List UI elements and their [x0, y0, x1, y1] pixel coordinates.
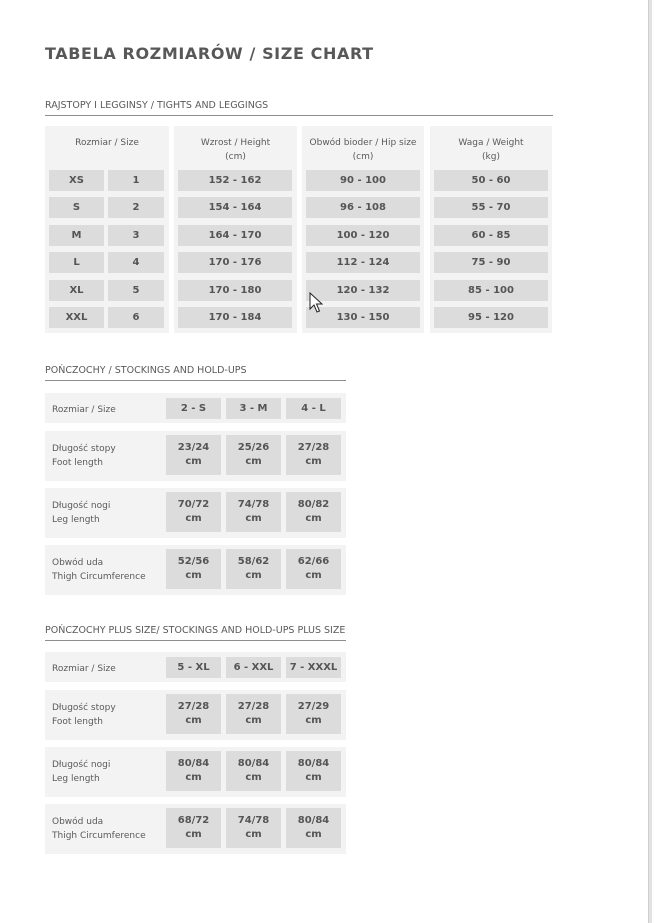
plus-value-cell: [166, 808, 221, 848]
stockings-row-label: [52, 403, 116, 417]
tights-cell-hip: 112 - 124: [306, 252, 420, 273]
stockings-row-label-line: Leg length: [52, 515, 100, 525]
stockings-value-line: cm: [305, 513, 322, 524]
plus-value-cell: [166, 751, 221, 791]
tights-cell-hip: 120 - 132: [306, 280, 420, 301]
stockings-value-line: 25/26: [237, 442, 270, 453]
plus-row-label-line: Foot length: [52, 717, 103, 727]
stockings-value-line: cm: [185, 570, 202, 581]
plus-row-label-line: Rozmiar / Size: [52, 664, 116, 674]
stockings-row-label-line: Obwód uda: [52, 558, 104, 568]
tights-cell-weight: 85 - 100: [434, 280, 548, 301]
stockings-section-heading: POŃCZOCHY / STOCKINGS AND HOLD-UPS: [45, 365, 346, 381]
plus-value-line: cm: [245, 772, 262, 783]
stockings-value-cell: [286, 398, 341, 419]
plus-value-line: 27/29: [297, 701, 330, 712]
plus-value-line: cm: [305, 772, 322, 783]
header-height: [174, 136, 297, 164]
tights-cell-size: L: [49, 252, 104, 273]
header-weight-line: Waga / Weight: [458, 138, 524, 148]
tights-cell-weight: 50 - 60: [434, 170, 548, 191]
tights-cell-hip: 130 - 150: [306, 307, 420, 328]
stockings-value-line: cm: [305, 570, 322, 581]
stockings-value-cell: [166, 549, 221, 589]
header-size: Rozmiar / Size: [75, 138, 139, 148]
stockings-value-line: cm: [185, 513, 202, 524]
stockings-value-line: 74/78: [237, 499, 270, 510]
plus-value-line: 80/84: [237, 758, 270, 769]
tights-cell-num: 2: [108, 197, 164, 218]
tights-cell-num: 3: [108, 225, 164, 246]
tights-cell-height: 152 - 162: [178, 170, 292, 191]
stockings-value-cell: [286, 435, 341, 475]
header-hip-line: (cm): [352, 152, 374, 162]
stockings-value-cell: [166, 435, 221, 475]
stockings-row-label: [52, 499, 110, 527]
stockings-value-line: 2 - S: [180, 402, 207, 414]
plus-value-line: cm: [245, 829, 262, 840]
plus-value-line: 6 - XXL: [233, 661, 274, 673]
tights-cell-num: 6: [108, 307, 164, 328]
header-weight: [430, 136, 552, 164]
stockings-value-line: cm: [305, 456, 322, 467]
stockings-value-line: cm: [245, 456, 262, 467]
stockings-row-label-line: Rozmiar / Size: [52, 405, 116, 415]
plus-value-cell: [226, 657, 281, 678]
plus-row-label-line: Thigh Circumference: [52, 831, 146, 841]
plus-value-line: cm: [305, 829, 322, 840]
plus-value-line: 7 - XXXL: [289, 661, 338, 673]
tights-section-heading: RAJSTOPY I LEGGINSY / TIGHTS AND LEGGINGS: [45, 100, 553, 116]
stockings-row-label-line: Długość stopy: [52, 444, 116, 454]
stockings-row-label-line: Thigh Circumference: [52, 572, 146, 582]
plus-value-line: cm: [245, 715, 262, 726]
plus-value-line: cm: [185, 772, 202, 783]
stockings-value-line: cm: [245, 513, 262, 524]
page-edge: [648, 0, 652, 923]
tights-cell-height: 164 - 170: [178, 225, 292, 246]
plus-section-heading: POŃCZOCHY PLUS SIZE/ STOCKINGS AND HOLD-UPS PLUS SIZE: [45, 625, 346, 641]
stockings-value-cell: [286, 492, 341, 532]
stockings-value-cell: [226, 435, 281, 475]
stockings-value-line: 3 - M: [239, 402, 268, 414]
stockings-value-line: 4 - L: [301, 402, 326, 414]
tights-cell-num: 5: [108, 280, 164, 301]
tights-cell-weight: 60 - 85: [434, 225, 548, 246]
stockings-value-line: 52/56: [177, 556, 210, 567]
stockings-value-line: 58/62: [237, 556, 270, 567]
plus-row-label: [52, 815, 146, 843]
stockings-value-line: 70/72: [177, 499, 210, 510]
tights-cell-size: M: [49, 225, 104, 246]
stockings-value-line: cm: [185, 456, 202, 467]
plus-value-cell: [166, 657, 221, 678]
stockings-value-cell: [226, 398, 281, 419]
mouse-pointer-icon: [309, 292, 323, 314]
stockings-value-line: 27/28: [297, 442, 330, 453]
stockings-value-line: 80/82: [297, 499, 330, 510]
plus-value-line: 27/28: [237, 701, 270, 712]
header-hip-line: Obwód bioder / Hip size: [309, 138, 417, 148]
plus-value-cell: [226, 751, 281, 791]
plus-row-label: [52, 758, 110, 786]
tights-cell-height: 170 - 180: [178, 280, 292, 301]
tights-cell-weight: 55 - 70: [434, 197, 548, 218]
plus-value-line: 5 - XL: [177, 661, 210, 673]
stockings-value-cell: [226, 549, 281, 589]
plus-value-cell: [286, 808, 341, 848]
plus-value-line: cm: [185, 715, 202, 726]
header-weight-line: (kg): [482, 152, 500, 162]
plus-value-cell: [226, 694, 281, 734]
tights-cell-size: XS: [49, 170, 104, 191]
stockings-row-label-line: Foot length: [52, 458, 103, 468]
stockings-row-label-line: Długość nogi: [52, 501, 111, 511]
plus-value-line: 74/78: [237, 815, 270, 826]
header-height-line: (cm): [225, 152, 246, 162]
tights-cell-num: 1: [108, 170, 164, 191]
tights-cell-weight: 75 - 90: [434, 252, 548, 273]
plus-row-label: [52, 662, 116, 676]
tights-cell-hip: 90 - 100: [306, 170, 420, 191]
plus-row-label: [52, 701, 116, 729]
tights-cell-hip: 96 - 108: [306, 197, 420, 218]
plus-value-cell: [286, 694, 341, 734]
plus-value-cell: [286, 657, 341, 678]
tights-cell-size: XL: [49, 280, 104, 301]
tights-cell-num: 4: [108, 252, 164, 273]
stockings-row-label: [52, 556, 146, 584]
plus-row-label-line: Długość stopy: [52, 703, 116, 713]
stockings-value-cell: [286, 549, 341, 589]
plus-value-cell: [166, 694, 221, 734]
plus-row-label-line: Leg length: [52, 774, 100, 784]
plus-value-line: 80/84: [297, 758, 330, 769]
tights-cell-weight: 95 - 120: [434, 307, 548, 328]
stockings-value-cell: [226, 492, 281, 532]
plus-value-line: 27/28: [177, 701, 210, 712]
plus-value-line: 80/84: [177, 758, 210, 769]
plus-value-line: cm: [185, 829, 202, 840]
plus-value-cell: [226, 808, 281, 848]
stockings-value-line: 23/24: [177, 442, 210, 453]
tights-cell-height: 154 - 164: [178, 197, 292, 218]
plus-value-cell: [286, 751, 341, 791]
plus-row-label-line: Długość nogi: [52, 760, 111, 770]
header-height-line: Wzrost / Height: [200, 138, 271, 148]
tights-cell-hip: 100 - 120: [306, 225, 420, 246]
stockings-row-label: [52, 442, 116, 470]
stockings-value-line: cm: [245, 570, 262, 581]
stockings-value-cell: [166, 492, 221, 532]
tights-cell-height: 170 - 184: [178, 307, 292, 328]
tights-cell-size: XXL: [49, 307, 104, 328]
header-hip: [302, 136, 424, 164]
plus-row-label-line: Obwód uda: [52, 817, 104, 827]
tights-cell-height: 170 - 176: [178, 252, 292, 273]
tights-cell-size: S: [49, 197, 104, 218]
stockings-value-cell: [166, 398, 221, 419]
stockings-value-line: 62/66: [297, 556, 330, 567]
plus-value-line: 68/72: [177, 815, 210, 826]
plus-value-line: cm: [305, 715, 322, 726]
plus-value-line: 80/84: [297, 815, 330, 826]
page-title: TABELA ROZMIARÓW / SIZE CHART: [45, 44, 374, 63]
